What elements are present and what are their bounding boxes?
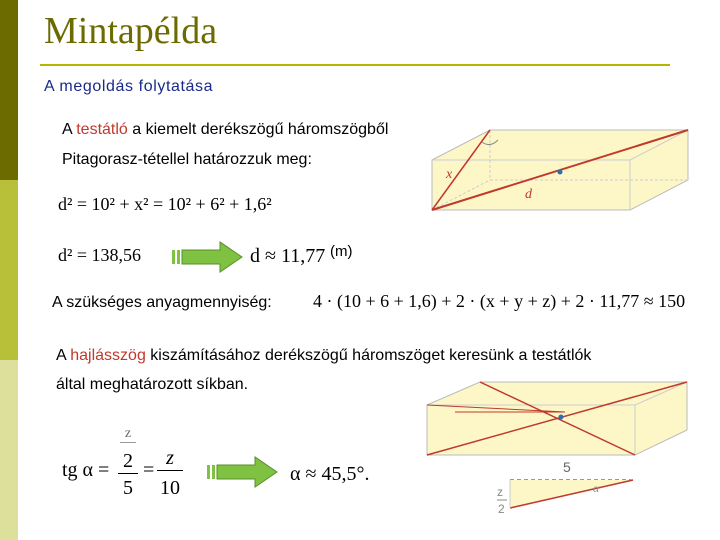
equation-d-result: d ≈ 11,77 (250, 245, 326, 267)
fig3-five-label: 5 (563, 460, 571, 475)
highlight-testatlo: testátló (76, 121, 128, 138)
triangle-diagram (495, 460, 635, 520)
tg-small-z: z (120, 426, 136, 443)
para1-line1: A testátló a kiemelt derékszögű háromszögből (62, 121, 389, 138)
tg-denominator-2: 10 (160, 477, 180, 499)
tg-equals: = (143, 459, 155, 481)
fig3-two-label: 2 (498, 502, 505, 516)
box-diagram-two-diagonals (425, 380, 690, 458)
fig3-alpha-label: α (593, 481, 600, 495)
left-accent-bar (0, 0, 18, 540)
fig1-x-label: x (446, 167, 453, 182)
box-diagram-diagonal (430, 120, 692, 215)
para1-line2: Pitagorasz-tétellel határozzuk meg: (62, 151, 312, 168)
tg-label: tg α = (62, 459, 110, 481)
material-label: A szükséges anyagmennyiség: (52, 294, 272, 311)
fig3-z-label: z (497, 485, 503, 499)
title-divider (40, 64, 670, 66)
material-formula: 4 · (10 + 6 + 1,6) + 2 · (x + y + z) + 2 · 11,77 ≈ 150 (313, 291, 686, 311)
tg-numerator-2: z (157, 447, 183, 471)
tg-numerator-1: 2 (118, 450, 138, 474)
subtitle: A megoldás folytatása (44, 78, 214, 95)
highlight-hajlasszog: hajlásszög (70, 347, 146, 364)
angle-result: α ≈ 45,5°. (290, 463, 370, 485)
equation-pythagoras: d² = 10² + x² = 10² + 6² + 1,6² (58, 194, 272, 214)
fig1-d-label: d (525, 187, 532, 202)
para2-line1: A hajlásszög kiszámításához derékszögű háromszöget keresünk a testátlók (56, 347, 592, 364)
tg-denominator-1: 5 (123, 477, 133, 499)
equation-d-squared: d² = 138,56 (58, 245, 142, 265)
right-arrow-icon-2 (205, 455, 280, 489)
unit-label: (m) (330, 243, 353, 260)
page-title: Mintapélda (44, 10, 218, 52)
para2-line2: által meghatározott síkban. (56, 376, 249, 393)
right-arrow-icon (170, 240, 245, 274)
